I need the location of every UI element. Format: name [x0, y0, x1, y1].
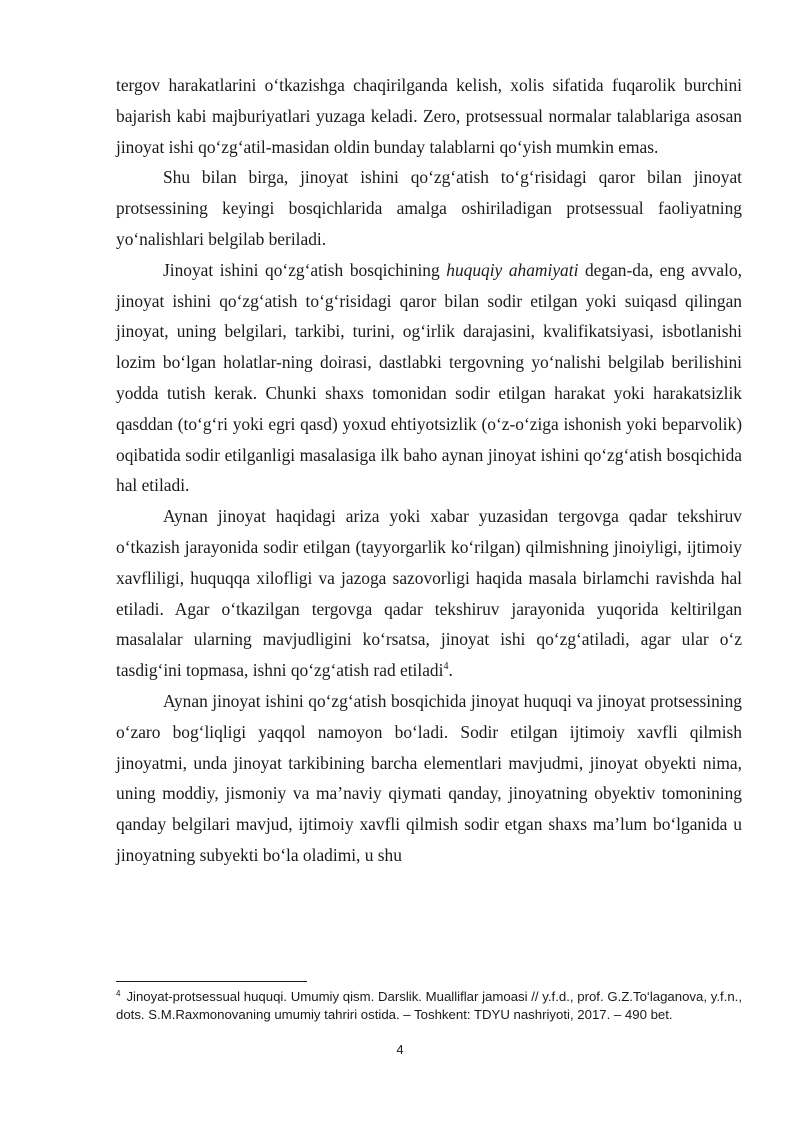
footnote — [116, 988, 742, 1023]
paragraph-1: tergov harakatlarini o‘tkazishga chaqirilganda kelish, xolis sifatida fuqarolik burchini bajarish kabi majburiyatlari yuzaga keladi. Zero, protsessual normalar talablariga asosan jinoyat ishi qo‘zg‘atil-masidan oldin bunday talablarni qo‘yish mumkin emas. — [116, 75, 742, 157]
page-number: 4 — [396, 1042, 404, 1057]
paragraph-2: Shu bilan birga, jinoyat ishini qo‘zg‘atish to‘g‘risidagi qaror bilan jinoyat protsessining keyingi bosqichlarida amalga oshiriladigan protsessual faoliyatning yo‘nalishlari belgilab beriladi. — [116, 167, 742, 249]
paragraph-4 — [116, 501, 742, 686]
paragraph-3-start: Jinoyat ishini qo‘zg‘atish bosqichining — [163, 259, 447, 280]
paragraph-4-text: Aynan jinoyat haqidagi ariza yoki xabar yuzasidan tergovga qadar tekshiruv o‘tkazish jarayonida sodir etilgan (tayyorgarlik ko‘rilgan) qilmishning jinoiyligi, ijtimoiy xavfliligi, huquqqa xilofligi va jazoga sazovorligi haqida masala birlamchi ravishda hal etiladi. Agar o‘tkazilgan tergovga qadar tekshiruv jarayonida yuqorida keltirilgan masalalar ularning mavjudligini ko‘rsatsa, jinoyat ishi qo‘zg‘atiladi, agar ular o‘z tasdig‘ini topmasa, ishni qo‘zg‘atish rad etiladi — [116, 506, 742, 681]
footnote-text: Jinoyat-protsessual huquqi. Umumiy qism. Darslik. Mualliflar jamoasi // y.f.d., prof. G.Z.To‘laganova, y.f.n., dots. S.M.Raxmonovaning umumiy tahriri ostida. – Toshkent: TDYU nashriyoti, 2017. – 490 bet. — [116, 989, 742, 1022]
document-body — [116, 70, 742, 871]
footnote-reference[interactable]: 4 — [443, 661, 449, 673]
paragraph-4-end: . — [448, 660, 453, 681]
footnote-marker: 4 — [116, 988, 121, 998]
footnote-separator — [116, 981, 307, 982]
paragraph-3 — [116, 255, 742, 501]
italic-term: huquqiy ahamiyati — [446, 259, 579, 280]
paragraph-5: Aynan jinoyat ishini qo‘zg‘atish bosqichida jinoyat huquqi va jinoyat protsessining o‘zaro bog‘liqligi yaqqol namoyon bo‘ladi. Sodir etilgan ijtimoiy xavfli qilmish jinoyatmi, unda jinoyat tarkibining barcha elementlari mavjudmi, jinoyat obyekti nima, uning moddiy, jismoniy va ma’naviy qiymati qanday, jinoyatning obyektiv tomonining qanday belgilari mavjud, ijtimoiy xavfli qilmish sodir etgan shaxs ma’lum bo‘lganida u jinoyatning subyekti bo‘la oladimi, u shu — [116, 690, 742, 865]
paragraph-3-rest: degan-da, eng avvalo, jinoyat ishini qo‘zg‘atish to‘g‘risidagi qaror bilan sodir etilgan yoki suiqasd qilingan jinoyat, uning belgilari, tarkibi, turini, og‘irlik darajasini, kvalifikatsiyasi, isbotlanishi lozim bo‘lgan holatlar-ning doirasi, dastlabki tergovning yo‘nalishi belgilab berilishini yodda tutish kerak. Chunki shaxs tomonidan sodir etilgan harakat yoki harakatsizlik qasddan (to‘g‘ri yoki egri qasd) yoxud ehtiyotsizlik (o‘z-o‘ziga ishonish yoki beparvolik) oqibatida sodir etilganligi masalasiga ilk baho aynan jinoyat ishini qo‘zg‘atish bosqichida hal etiladi. — [116, 259, 742, 496]
